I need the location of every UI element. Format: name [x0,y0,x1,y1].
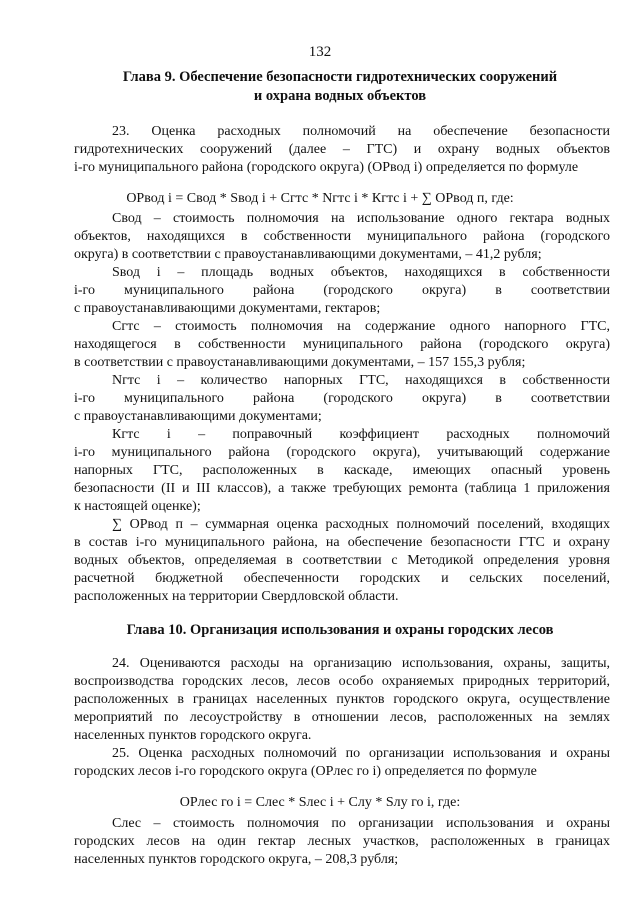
chapter-9-title-line-1: Глава 9. Обеспечение безопасности гидротехнических сооружений [122,69,558,85]
text-line: в состав i-го муниципального района, на обеспечение безопасности ГТС и охрану [74,535,610,550]
text-line: водных объектов, определяемая в соответствии с Методикой определения уровня [74,553,610,568]
text-line: городских лесов i-го городского округа (ОРлес го i) определяется по формуле [74,764,537,779]
text-line: Кгтс i – поправочный коэффициент расходных полномочий [112,427,610,442]
text-line: Слес – стоимость полномочия по организации использования и охраны [112,816,610,831]
text-line: 23. Оценка расходных полномочий на обеспечение безопасности [112,124,610,139]
text-line: мероприятий по лесоустройству в отношении лесов, расположенных на землях [74,710,610,725]
text-line: в соответствии с правоустанавливающими документами, – 157 155,3 рубля; [74,355,526,370]
text-line: расположенных в границах населенных пунктов городского округа, осуществление [74,692,610,707]
text-line: 24. Оцениваются расходы на организацию использования, охраны, защиты, [112,656,610,671]
text-line: i-го муниципального района (городского округа) в соответствии [74,283,610,298]
text-line: Nгтс i – количество напорных ГТС, находящихся в собственности [112,373,610,388]
text-line: ∑ ОРвод п – суммарная оценка расходных полномочий поселений, входящих [112,517,610,532]
page-number: 132 [308,44,332,60]
text-line: i-го муниципального района (городского округа) (ОРвод i) определяется по формуле [74,160,579,175]
text-line: городских лесов на один гектар лесных участков, расположенных в границах [74,834,610,849]
text-line: объектов, находящихся в собственности муниципального района (городского [74,229,610,244]
chapter-10-title: Глава 10. Организация использования и охраны городских лесов [126,622,554,638]
formula-forest: ОРлес го i = Слес * Sлес i + Слу * Sлу го i, где: [179,795,461,810]
text-line: с правоустанавливающими документами, гектаров; [74,301,381,316]
text-line: населенных пунктов городского округа. [74,728,312,743]
text-line: гидротехнических сооружений (далее – ГТС) и охрану водных объектов [74,142,610,157]
text-line: воспроизводства городских лесов, лесов особо охраняемых природных территорий, [74,674,610,689]
text-line: Свод – стоимость полномочия на использование одного гектара водных [112,211,610,226]
text-line: с правоустанавливающими документами; [74,409,322,424]
text-line: находящегося в собственности муниципального района (городского округа) [74,337,610,352]
text-line: 25. Оценка расходных полномочий по организации использования и охраны [112,746,610,761]
formula-water: ОРвод i = Свод * Sвод i + Сгтс * Nгтс i * Кгтс i + ∑ ОРвод п, где: [126,191,514,206]
text-line: i-го муниципального района (городского округа), учитывающий содержание [74,445,610,460]
chapter-9-title-line-2: и охрана водных объектов [253,88,427,104]
text-line: безопасности (II и III классов), а также требующих ремонта (таблица 1 приложения [74,481,610,496]
text-line: Sвод i – площадь водных объектов, находящихся в собственности [112,265,610,280]
text-line: к настоящей оценке); [74,499,201,514]
text-line: расчетной бюджетной обеспеченности городских и сельских поселений, [74,571,610,586]
text-line: i-го муниципального района (городского округа) в соответствии [74,391,610,406]
text-line: напорных ГТС, расположенных в каскаде, имеющих опасный уровень [74,463,610,478]
text-line: населенных пунктов городского округа, – 208,3 рубля; [74,852,399,867]
text-line: расположенных на территории Свердловской области. [74,589,399,604]
text-line: округа) в соответствии с правоустанавливающими документами, – 41,2 рубля; [74,247,542,262]
text-line: Сгтс – стоимость полномочия на содержание одного напорного ГТС, [112,319,610,334]
